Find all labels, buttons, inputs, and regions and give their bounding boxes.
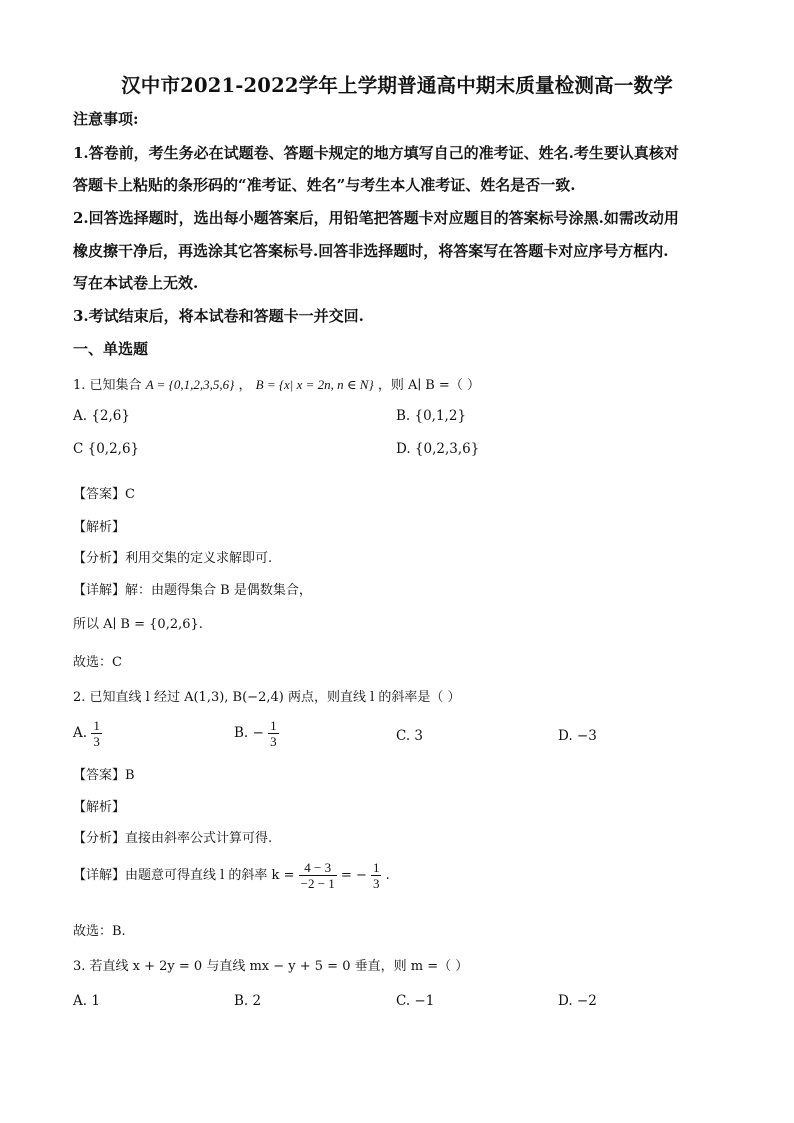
q2-detail [73,860,390,891]
q2-option-a-label: A. [73,725,88,741]
question-2-stem: 2. 已知直线 l 经过 A(1,3), B(−2,4) 两点，则直线 l 的斜率是（ ） [73,690,461,705]
q2-fenxi: 【分析】直接由斜率公式计算可得. [73,831,273,846]
q2-choose: 故选：B. [73,924,126,939]
q1-so: 所以 A∣ B = {0,2,6}. [73,617,203,632]
q3-option-d: D. −2 [558,993,597,1009]
q1-analysis: 【解析】 [73,520,126,535]
fraction-numerator: 4 − 3 [299,860,337,876]
notice-line-5: 写在本试卷上无效. [73,274,199,292]
q2-option-b-fraction [268,718,279,749]
question-1-comma: ， [238,378,252,393]
q2-detail-prefix: 【详解】由题意可得直线 l 的斜率 k = [73,868,295,883]
q1-fenxi: 【分析】利用交集的定义求解即可. [73,551,273,566]
section-heading: 一、单选题 [73,340,149,358]
q2-detail-equals: = − [340,868,367,883]
set-b: B = {x| x = 2n, n ∈ N} [255,377,374,392]
fraction-denominator: 3 [372,876,380,891]
q2-option-b-label: B. − [234,725,264,741]
q2-detail-end: . [385,868,390,883]
q1-option-b: B. {0,1,2} [396,408,467,424]
q3-option-b: B. 2 [234,993,262,1009]
q1-detail: 【详解】解：由题得集合 B 是偶数集合， [73,583,312,598]
notice-line-2: 答题卡上粘贴的条形码的“准考证、姓名”与考生本人准考证、姓名是否一致. [73,176,576,194]
question-1-suffix: ，则 A∣ B =（ ） [377,378,480,393]
set-a: A = {0,1,2,3,5,6} [145,377,235,392]
fraction-numerator: 1 [372,860,380,875]
q1-option-d: D. {0,2,3,6} [396,441,480,457]
q2-detail-result-fraction [371,860,382,891]
notice-line-3: 2.回答选择题时，选出每小题答案后，用铅笔把答题卡对应题目的答案标号涂黑.如需改动用 [73,209,679,227]
fraction-denominator: −2 − 1 [300,876,335,891]
q2-option-b [234,718,279,749]
notice-heading: 注意事项: [73,110,139,128]
q3-option-a: A. 1 [73,993,100,1009]
q2-answer: 【答案】B [73,768,135,783]
fraction-numerator: 1 [93,718,100,733]
q3-option-c: C. −1 [396,993,435,1009]
q2-analysis: 【解析】 [73,800,126,815]
notice-line-6: 3.考试结束后，将本试卷和答题卡一并交回. [73,307,364,325]
question-1-stem [73,374,480,393]
q1-option-a: A. {2,6} [73,408,130,424]
page-title: 汉中市2021-2022学年上学期普通高中期末质量检测高一数学 [121,74,673,97]
q1-answer: 【答案】C [73,487,135,502]
fraction-denominator: 3 [270,734,277,749]
notice-line-1: 1.答卷前，考生务必在试题卷、答题卡规定的地方填写自己的准考证、姓名.考生要认真核对 [73,144,679,162]
question-3-stem: 3. 若直线 x + 2y = 0 与直线 mx − y + 5 = 0 垂直，则 m =（ ） [73,959,469,974]
q2-option-a [73,718,102,749]
fraction-numerator: 1 [270,718,277,733]
q2-option-a-fraction [91,718,102,749]
q2-detail-fraction [299,860,337,891]
q2-option-c: C. 3 [396,728,424,744]
notice-line-4: 橡皮擦干净后，再选涂其它答案标号.回答非选择题时，将答案写在答题卡对应序号方框内. [73,242,669,260]
fraction-denominator: 3 [93,734,100,749]
question-1-prefix: 1. 已知集合 [73,378,142,393]
q1-option-c: C {0,2,6} [73,441,140,457]
q2-option-d: D. −3 [558,728,597,744]
q1-choose: 故选：C [73,655,122,670]
